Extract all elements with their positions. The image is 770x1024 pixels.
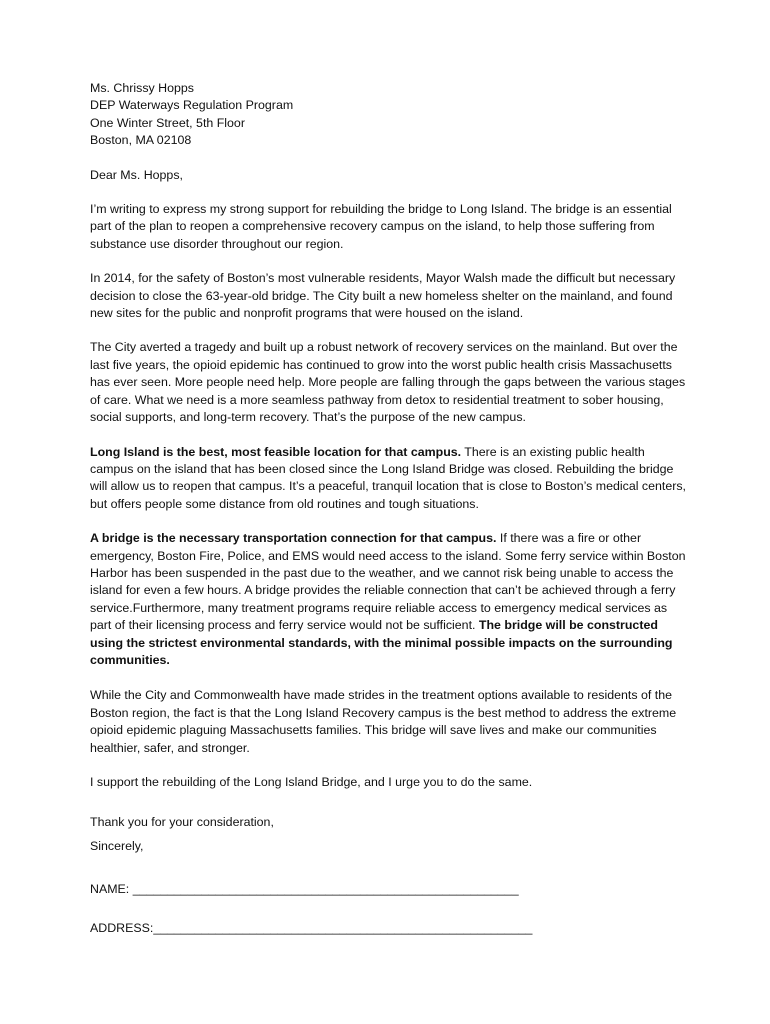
paragraph-history: In 2014, for the safety of Boston’s most vulnerable residents, Mayor Walsh made the difficult but necessary decision to close the 63-year-old bridge. The City built a new homeless shelter on the mainland, and found new sites for the public and nonprofit programs that were housed on the island. [90,271,676,321]
paragraph-conclusion: While the City and Commonwealth have made strides in the treatment options available to residents of the Boston region, the fact is that the Long Island Recovery campus is the best method to address the extreme opioid epidemic plaguing Massachusetts families. This bridge will save lives and make our communities healthier, safer, and stronger. [90,688,677,755]
closing-signoff: Sincerely, [90,838,144,853]
paragraph-support: I’m writing to express my strong support for rebuilding the bridge to Long Island. The bridge is an essential part of the plan to reopen a comprehensive recovery campus on the island, to help those suffering from substance use disorder throughout our region. [90,202,672,251]
salutation: Dear Ms. Hopps, [90,167,183,182]
transportation-heading: A bridge is the necessary transportation connection for that campus. [90,531,497,546]
recipient-street: One Winter Street, 5th Floor [90,115,245,130]
name-blank-line[interactable]: ________________________________________________________ [132,882,519,897]
location-heading: Long Island is the best, most feasible location for that campus. [90,444,462,459]
paragraph-transportation [90,530,690,669]
paragraph-opioid-crisis: The City averted a tragedy and built up a robust network of recovery services on the mainland. But over the last five years, the opioid epidemic has continued to grow into the worst public health crisis Massachusetts has ever seen. More people need help. More people are falling through the gaps between the various stages of care. What we need is a more seamless pathway from detox to residential treatment to sober housing, social supports, and long-term recovery. That’s the purpose of the new campus. [90,340,686,425]
address-blank-line[interactable]: _______________________________________________________ [153,920,533,935]
recipient-city: Boston, MA 02108 [90,133,192,148]
recipient-address-block [90,80,690,150]
transportation-body: If there was a fire or other emergency, Boston Fire, Police, and EMS would need access to the island. Some ferry service within Boston Harbor has been suspended in the past due to the weather, and we cannot risk being unable to access the island for even a few hours. A bridge provides the reliable connection that can’t be achieved through a ferry service.Furthermore, many treatment programs require reliable access to emergency medical services as part of their licensing process and ferry service would not be sufficient. [90,531,686,633]
name-field[interactable] [90,881,690,898]
address-field[interactable] [90,920,690,937]
closing-thanks: Thank you for your consideration, [90,815,274,830]
paragraph-urge: I support the rebuilding of the Long Island Bridge, and I urge you to do the same. [90,775,533,789]
name-label: NAME: [90,882,133,897]
location-body: There is an existing public health campus on the island that has been closed since the Long Island Bridge was closed. Rebuilding the bridge will allow us to reopen that campus. It’s a peaceful, tranquil location that is close to Boston’s medical centers, but offers people some distance from old routines and tough situations. [90,444,686,511]
address-label: ADDRESS: [90,920,154,935]
recipient-name: Ms. Chrissy Hopps [90,81,194,95]
letter [90,80,690,937]
environmental-statement: The bridge will be constructed using the strictest environmental standards, with the minimal possible impacts on the surrounding communities. [90,618,673,667]
recipient-org: DEP Waterways Regulation Program [90,98,294,113]
paragraph-location [90,444,690,514]
